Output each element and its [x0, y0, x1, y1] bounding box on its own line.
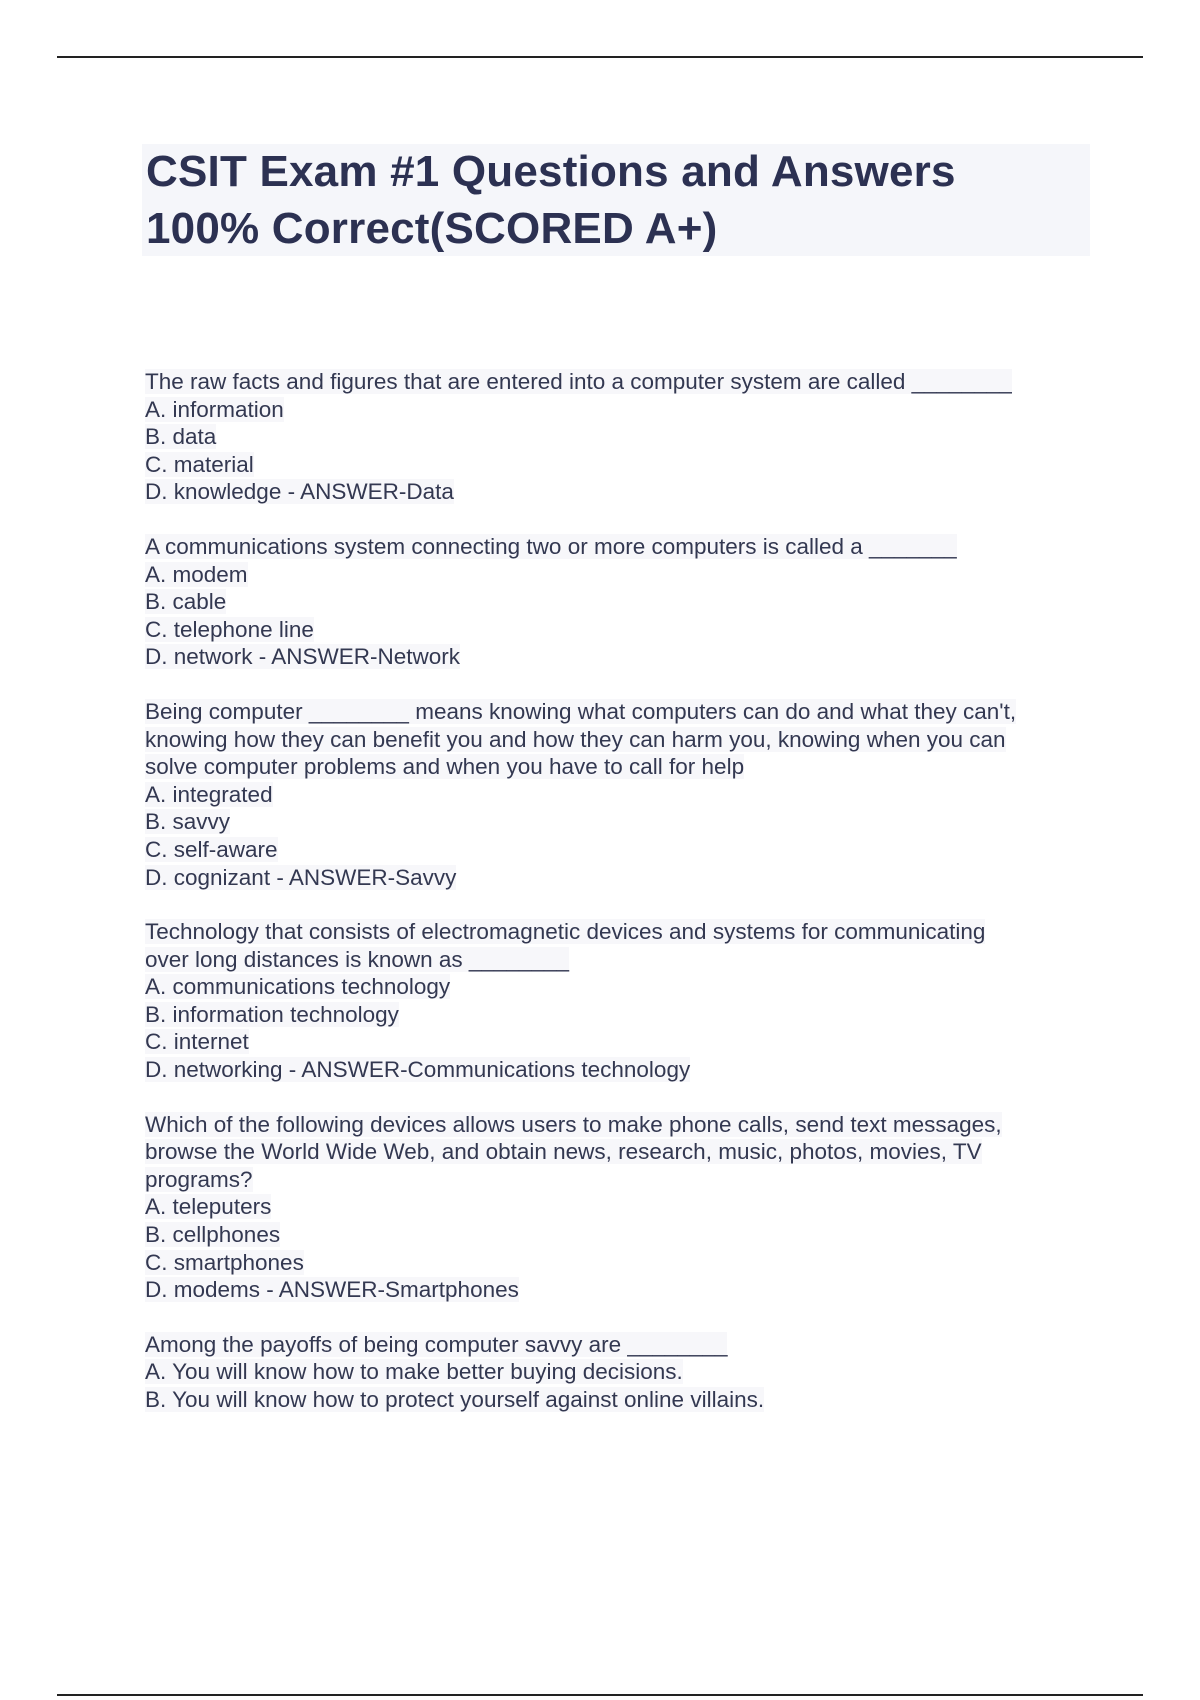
answer-option: C. smartphones: [145, 1249, 304, 1275]
answer-option: B. cellphones: [145, 1222, 281, 1248]
question-text: Being computer ________ means knowing what computers can do and what they can't,: [145, 698, 1017, 724]
question-list: [145, 368, 1095, 1441]
question-text: programs?: [145, 1166, 253, 1192]
answer-option: C. telephone line: [145, 616, 314, 642]
answer-option: A. You will know how to make better buying decisions.: [145, 1359, 683, 1385]
question-text: solve computer problems and when you have to call for help: [145, 754, 745, 780]
answer-option-with-answer: D. networking - ANSWER-Communications technology: [145, 1057, 691, 1083]
question-text: The raw facts and figures that are entered into a computer system are called ________: [145, 369, 1012, 394]
answer-option-with-answer: D. knowledge - ANSWER-Data: [145, 479, 454, 505]
answer-option: A. integrated: [145, 781, 273, 807]
question-text: knowing how they can benefit you and how they can harm you, knowing when you can: [145, 726, 1006, 752]
answer-option: B. data: [145, 424, 217, 450]
question-text: browse the World Wide Web, and obtain news, research, music, photos, movies, TV: [145, 1139, 982, 1165]
question-text: A communications system connecting two or more computers is called a _______: [145, 533, 957, 559]
question-text: Technology that consists of electromagnetic devices and systems for communicating: [145, 919, 986, 945]
bottom-divider: [57, 1694, 1143, 1696]
answer-option-with-answer: D. network - ANSWER-Network: [145, 644, 461, 670]
question-text: Which of the following devices allows users to make phone calls, send text messages,: [145, 1111, 1002, 1137]
question-text: Among the payoffs of being computer savvy are ________: [145, 1331, 728, 1357]
answer-option: B. You will know how to protect yourself against online villains.: [145, 1387, 765, 1412]
question-block-2: [145, 533, 1095, 671]
answer-option: A. teleputers: [145, 1194, 272, 1220]
answer-option: B. savvy: [145, 809, 231, 835]
answer-option: B. information technology: [145, 1001, 399, 1027]
answer-option: B. cable: [145, 589, 227, 615]
answer-option: A. information: [145, 396, 284, 422]
answer-option: C. material: [145, 451, 254, 477]
answer-option: C. self-aware: [145, 836, 278, 862]
document-title-line-1: CSIT Exam #1 Questions and Answers: [146, 147, 956, 196]
question-block-4: [145, 918, 1095, 1084]
question-block-5: [145, 1111, 1095, 1304]
question-block-1: [145, 368, 1095, 506]
answer-option: A. modem: [145, 561, 248, 587]
answer-option: A. communications technology: [145, 974, 451, 1000]
answer-option: C. internet: [145, 1029, 249, 1055]
question-block-3: [145, 698, 1095, 891]
top-divider: [57, 56, 1143, 58]
question-text: over long distances is known as ________: [145, 946, 570, 972]
document-title-line-2: 100% Correct(SCORED A+): [146, 204, 718, 253]
answer-option-with-answer: D. cognizant - ANSWER-Savvy: [145, 864, 457, 890]
question-block-6: [145, 1331, 1095, 1414]
answer-option-with-answer: D. modems - ANSWER-Smartphones: [145, 1277, 519, 1303]
